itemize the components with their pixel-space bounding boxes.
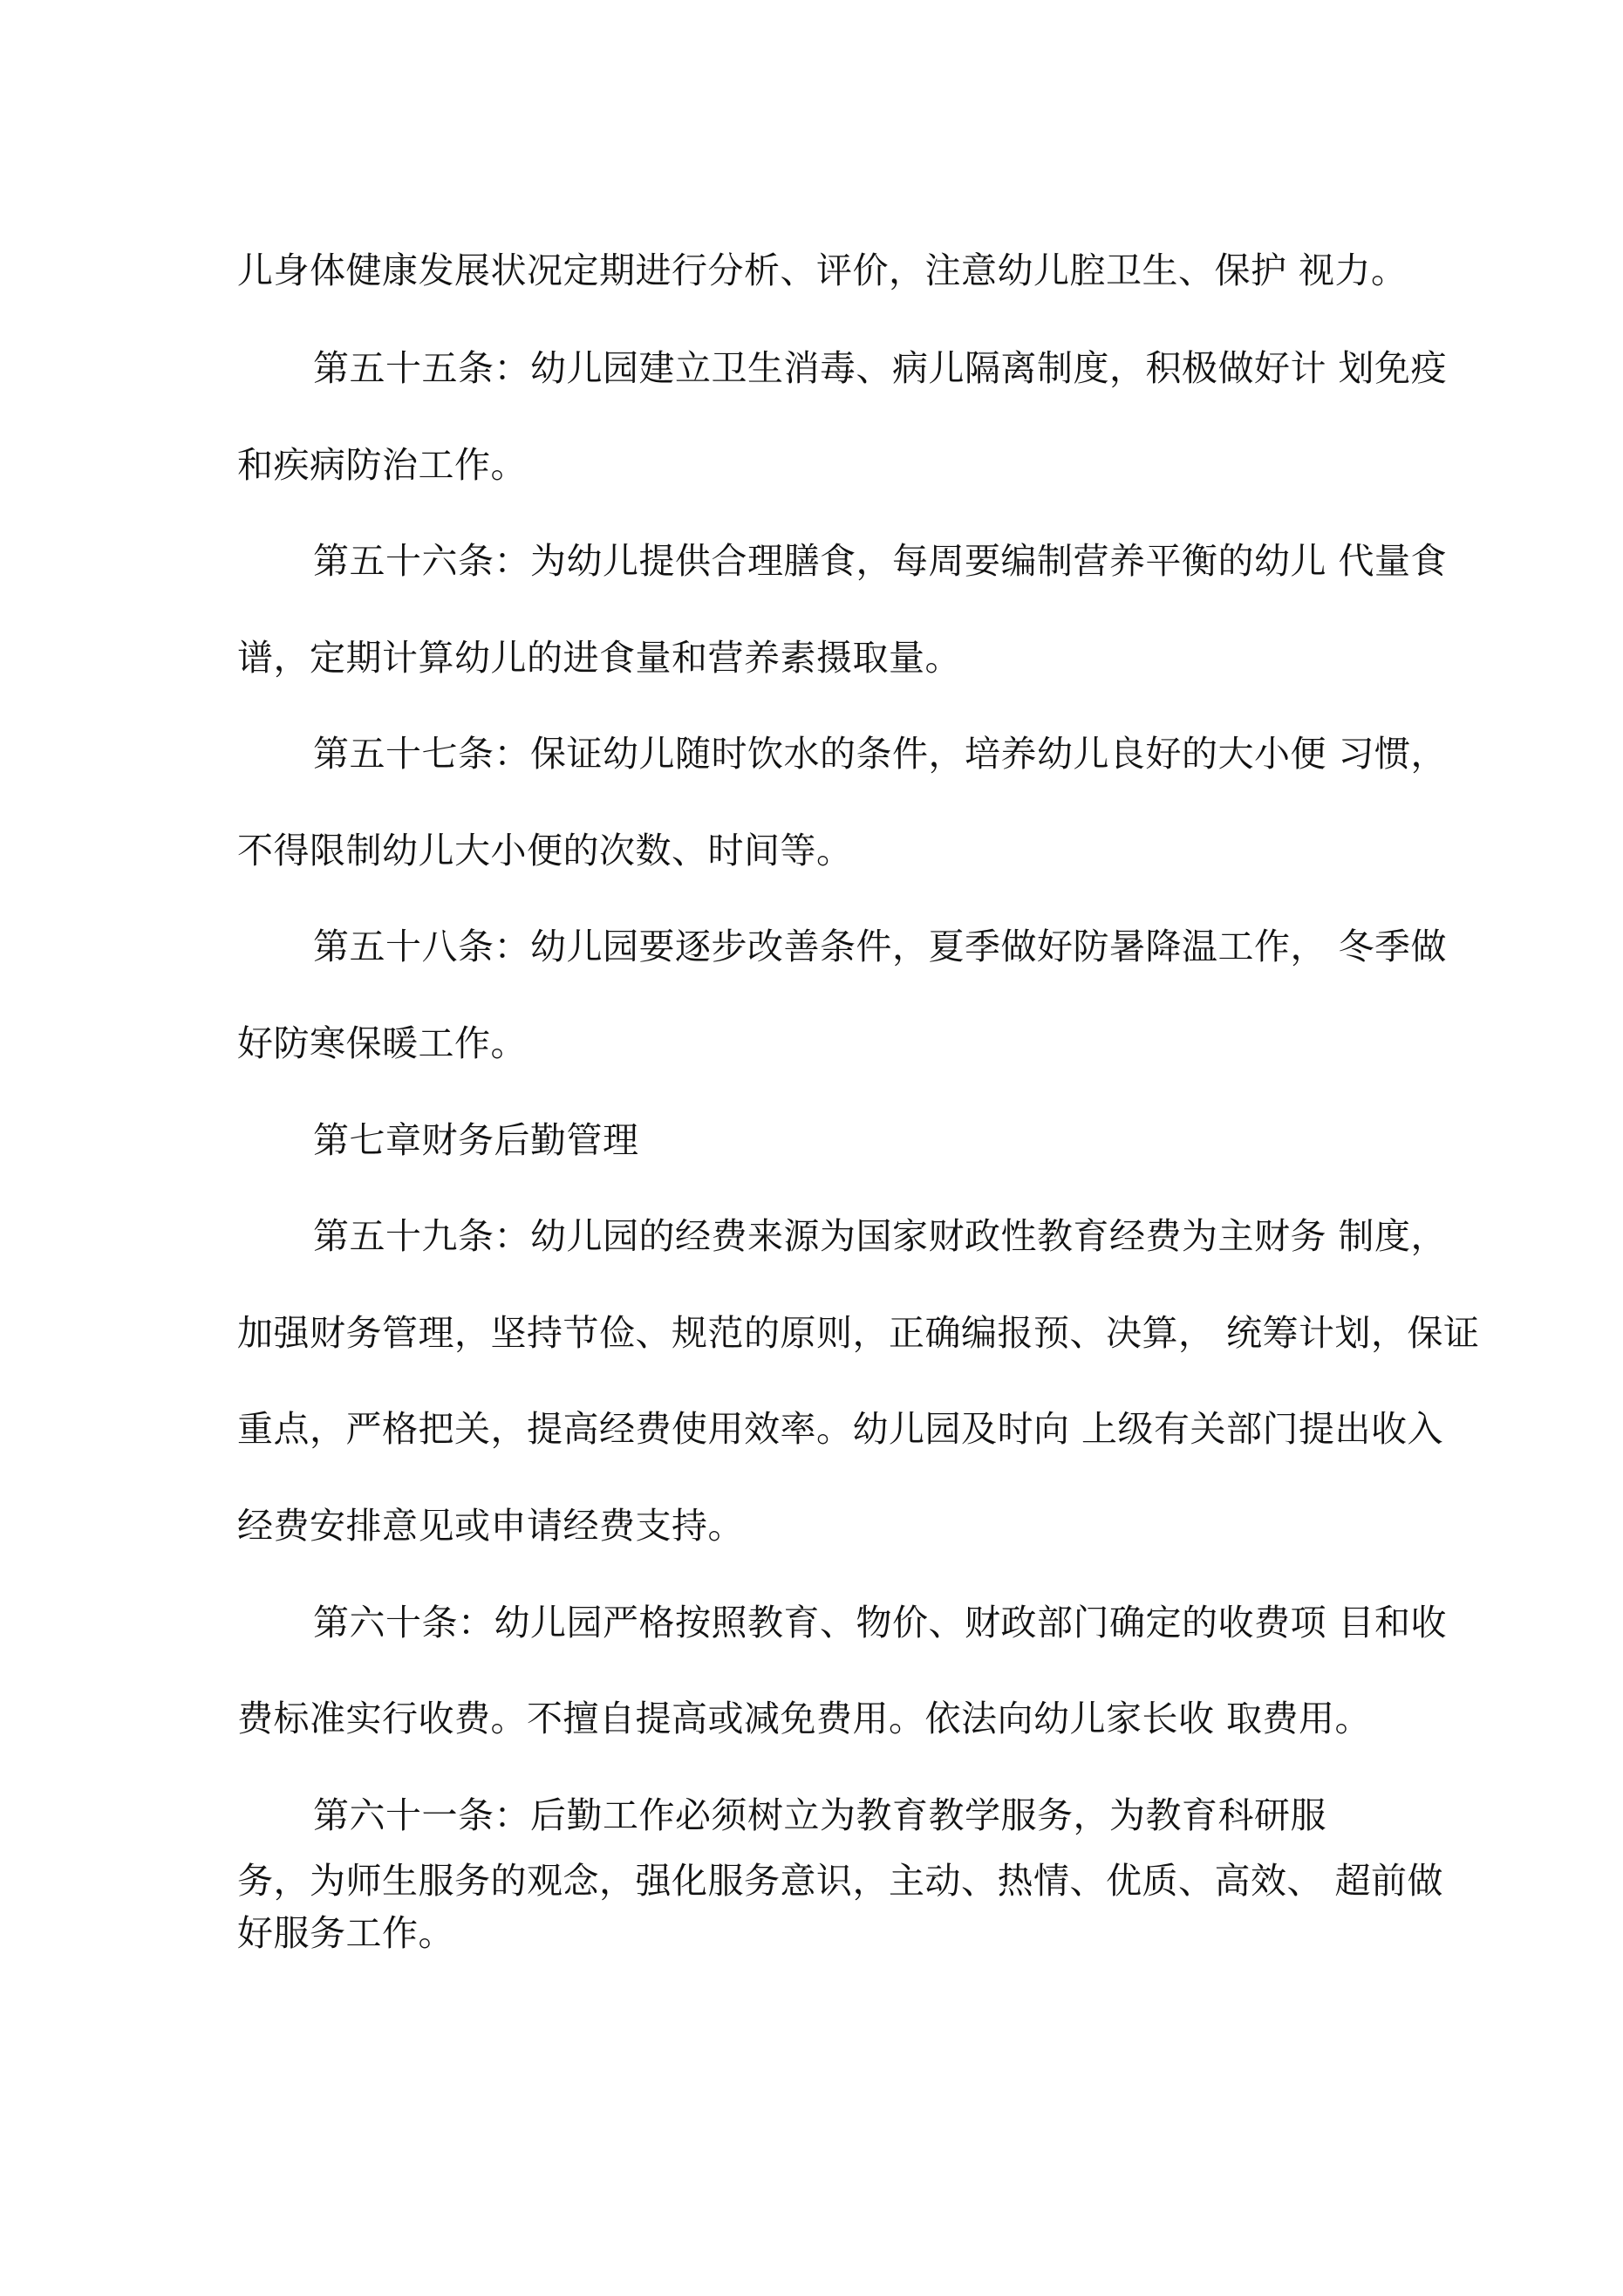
text-line: 第五十五条：幼儿园建立卫生消毒、病儿隔离制度，积极做好计 划免疫 xyxy=(313,347,1448,389)
text-line: 重点，严格把关，提高经费使用效率。幼儿园及时向 上级有关部门提出收入 xyxy=(237,1408,1444,1450)
chapter-heading: 第七章财务后勤管理 xyxy=(313,1119,639,1161)
text-line: 第六十一条：后勤工作必须树立为教育教学服务，为教育科研服 xyxy=(313,1794,1326,1836)
text-line: 第五十六条：为幼儿提供合理膳食，每周要编制营养平衡的幼儿 代量食 xyxy=(313,540,1448,582)
text-line: 第五十九条：幼儿园的经费来源为国家财政性教育经费为主财务 制度， xyxy=(313,1215,1448,1257)
text-line: 费标准实行收费。不擅自提高或减免费用。依法向幼儿家长收 取费用。 xyxy=(237,1698,1372,1739)
text-line: 加强财务管理，坚持节俭、规范的原则，正确编报预、决算， 统筹计划，保证 xyxy=(237,1312,1480,1354)
text-line: 第五十八条：幼儿园要逐步改善条件，夏季做好防暑降温工作， 冬季做 xyxy=(313,926,1448,967)
text-line: 和疾病防治工作。 xyxy=(237,444,527,486)
text-line: 务，为师生服务的观念，强化服务意识，主动、热情、优质、高效、 超前做 xyxy=(237,1860,1444,1902)
text-line: 好服务工作。 xyxy=(237,1912,454,1954)
text-line: 儿身体健康发展状况定期进行分析、评价，注意幼儿腔卫生、保护 视力。 xyxy=(237,249,1408,291)
text-line: 第六十条：幼儿园严格按照教育、物价、财政部门确定的收费项 目和收 xyxy=(313,1602,1448,1643)
text-line: 谱，定期计算幼儿的进食量和营养素摄取量。 xyxy=(237,637,961,679)
text-line: 经费安排意见或申请经费支持。 xyxy=(237,1505,744,1547)
text-line: 不得限制幼儿大小便的次数、时间等。 xyxy=(237,830,853,871)
text-line: 第五十七条：保证幼儿随时饮水的条件，培养幼儿良好的大小便 习惯， xyxy=(313,733,1448,775)
text-line: 好防寒保暖工作。 xyxy=(237,1022,527,1064)
